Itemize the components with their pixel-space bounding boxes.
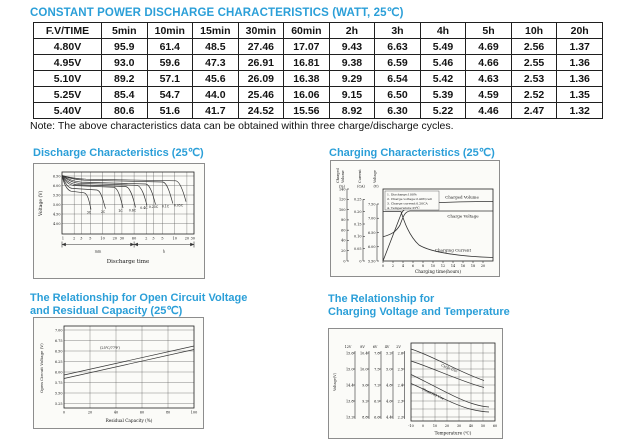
table-cell: 1.37 — [557, 39, 603, 55]
table-cell: 51.6 — [147, 103, 193, 119]
x-tick-label: 2 — [391, 264, 395, 268]
table-header-row — [34, 23, 603, 39]
tick-label: 60 — [341, 228, 346, 233]
x-tick-label: 50 — [480, 423, 486, 428]
tick-label: 5.0 — [386, 367, 392, 372]
tick-label: 80 — [341, 218, 346, 223]
y-tick-label: 6.50 — [54, 349, 63, 354]
tick-label: 8.8 — [362, 415, 368, 420]
y-tick-label: 4.50 — [52, 212, 61, 217]
table-cell: 4.80V — [34, 39, 102, 55]
temp-title-line1: The Relationship for — [328, 293, 435, 305]
page-title: CONSTANT POWER DISCHARGE CHARACTERISTICS (WATT, 25℃) — [30, 7, 404, 19]
table-cell: 6.59 — [375, 55, 421, 71]
band-label-cycle-use: Cycle Use — [440, 363, 459, 374]
x-tick-label: 5 — [161, 236, 164, 241]
constant-power-discharge-table — [33, 22, 603, 119]
curve-label: 3C — [86, 210, 92, 215]
tick-label: 6.9 — [374, 399, 380, 404]
scale-header: 6V — [372, 345, 378, 349]
tick-label: 2.3 — [397, 399, 403, 404]
table-cell: 4.95V — [34, 55, 102, 71]
table-cell: 57.1 — [147, 71, 193, 87]
x-tick-label: 4 — [401, 264, 405, 268]
table-cell: 5.10V — [34, 71, 102, 87]
axis-unit: (%) — [339, 184, 345, 189]
y-tick-label: 5.00 — [52, 202, 61, 207]
curve-label: Charge Voltage — [447, 213, 479, 219]
axis-unit: (CA) — [357, 184, 365, 189]
tick-label: 0.20 — [353, 209, 362, 214]
tick-label: 120 — [339, 197, 346, 202]
tick-label: 10.4 — [359, 351, 368, 356]
header-cell: 30min — [238, 23, 284, 39]
table-cell: 15.56 — [284, 103, 330, 119]
tick-label: 6.00 — [367, 245, 376, 249]
curve-label: 0.1C — [161, 204, 170, 209]
y-tick-label: 6.00 — [52, 183, 61, 188]
table-cell: 5.42 — [420, 71, 466, 87]
x-tick-label: 30 — [119, 236, 125, 241]
tick-label: 2.4 — [397, 383, 403, 388]
tick-label: 14.4 — [345, 383, 354, 388]
y-tick-label: 5.25 — [54, 401, 63, 406]
scale-header: 12V — [344, 345, 352, 349]
x-tick-label: 10 — [100, 236, 105, 241]
table-cell: 4.69 — [466, 39, 512, 55]
table-cell: 6.54 — [375, 71, 421, 87]
x-tick-label: 1 — [61, 236, 65, 241]
x-tick-label: 10 — [432, 423, 438, 428]
x-tick-label: 12 — [440, 264, 446, 268]
tick-label: 0 — [359, 259, 362, 264]
tick-label: 7.5 — [374, 367, 380, 372]
tick-label: 6.50 — [367, 230, 376, 235]
x-tick-label: 18 — [470, 264, 476, 268]
tick-label: 15.6 — [345, 351, 354, 356]
y-tick-label: 6.00 — [54, 370, 63, 375]
x-tick-label: 14 — [450, 264, 456, 268]
x-tick-label: 20 — [184, 236, 190, 241]
x-tick-label: 100 — [190, 410, 198, 415]
x-tick-label: 6 — [411, 264, 415, 268]
header-cell: 2h — [329, 23, 375, 39]
table-cell: 16.81 — [284, 55, 330, 71]
left-axis-names — [336, 167, 379, 188]
x-tick-label: 5 — [89, 236, 92, 241]
voltage-ticks — [368, 202, 376, 263]
table-cell: 26.09 — [238, 71, 284, 87]
x-tick-label: 8 — [421, 264, 425, 268]
discharge-xticks — [62, 237, 195, 241]
x-section-label-min: min — [94, 249, 102, 254]
x-tick-label: 60 — [492, 423, 498, 428]
table-cell: 2.47 — [511, 103, 557, 119]
table-cell: 25.46 — [238, 87, 284, 103]
header-cell: 5h — [466, 23, 512, 39]
tick-label: 2.2 — [397, 415, 403, 420]
x-axis-title: Temperature (℃) — [434, 430, 472, 436]
table-cell: 5.46 — [420, 55, 466, 71]
scale-6v-ticks — [374, 351, 379, 419]
ocv-title-line2: and Residual Capacity (25℃) — [30, 305, 183, 317]
axis-name: Voltage — [373, 170, 377, 183]
x-tick-label: 40 — [113, 410, 119, 415]
temp-xticks — [408, 424, 497, 428]
charging-curve-labels — [435, 195, 480, 253]
x-axis-title: Residual Capacity (%) — [105, 418, 153, 423]
x-tick-label: 60 — [139, 410, 145, 415]
ocv-chart-title — [30, 292, 247, 318]
band-label-float-use: Float/Std Use — [421, 387, 445, 401]
tick-label: 4.8 — [386, 383, 392, 388]
y-tick-label: 5.75 — [54, 380, 63, 385]
x-tick-label: 0 — [381, 264, 385, 268]
y-tick-label: 6.75 — [54, 338, 63, 343]
x-tick-label: 2 — [73, 236, 76, 241]
curve-label: 0.6C — [128, 208, 137, 213]
tick-label: 4.4 — [386, 415, 392, 420]
header-cell: F.V/TIME — [34, 23, 102, 39]
tick-label: 2.6 — [397, 351, 403, 356]
table-cell: 1.36 — [557, 71, 603, 87]
x-tick-label: 3 — [80, 236, 83, 241]
tick-label: 6.6 — [374, 415, 380, 420]
discharge-yticks — [53, 174, 61, 226]
table-cell: 59.6 — [147, 55, 193, 71]
x-axis-title: Charging time(hours) — [415, 269, 461, 274]
tick-label: 10.0 — [359, 367, 368, 372]
discharge-chart-title: Discharge Characteristics (25℃) — [33, 147, 204, 159]
table-cell: 5.25V — [34, 87, 102, 103]
discharge-chart — [33, 163, 205, 279]
table-cell: 1.36 — [557, 55, 603, 71]
table-cell: 85.4 — [102, 87, 148, 103]
temp-title-line2: Charging Voltage and Temperature — [328, 306, 510, 318]
table-cell: 9.15 — [329, 87, 375, 103]
header-cell: 10h — [511, 23, 557, 39]
x-tick-label: 20 — [444, 423, 450, 428]
table-row — [34, 55, 603, 71]
table-cell: 44.0 — [193, 87, 239, 103]
condition-line: 4. Temperature:25℃ — [387, 205, 420, 210]
y-axis-title: Voltage(V) — [333, 373, 337, 391]
ocv-title-line1: The Relationship for Open Circuit Voltage — [30, 292, 248, 304]
table-row — [34, 71, 603, 87]
y-tick-label: 6.25 — [54, 359, 63, 364]
x-tick-label: 0 — [421, 423, 425, 428]
tick-label: 0.05 — [353, 247, 362, 251]
x-tick-label: 20 — [87, 410, 93, 415]
y-tick-label: 6.50 — [52, 174, 61, 179]
x-section-label-h: h — [162, 249, 166, 254]
scale-12v-ticks — [346, 351, 354, 419]
header-cell: 3h — [375, 23, 421, 39]
table-cell: 4.66 — [466, 55, 512, 71]
temp-chart-title — [328, 293, 510, 319]
scale-8v-ticks — [360, 351, 368, 419]
current-ticks — [354, 198, 362, 264]
charging-chart-title: Charging Characteristics (25℃) — [329, 147, 495, 159]
temp-gridlines — [411, 343, 495, 421]
curve-label: 0.05C — [173, 203, 184, 208]
header-cell: 20h — [557, 23, 603, 39]
table-cell: 41.7 — [193, 103, 239, 119]
tick-label: 4.6 — [386, 399, 392, 404]
tick-label: 20 — [341, 249, 346, 253]
charged-volume-ticks — [339, 184, 346, 264]
ocv-annotation: (25℃/77℉) — [100, 346, 120, 350]
table-cell: 47.3 — [193, 55, 239, 71]
scale-2v-ticks — [398, 351, 403, 419]
condition-line: 1. Discharge:100% — [387, 192, 417, 197]
x-tick-label: 40 — [468, 423, 474, 428]
y-tick-label: 5.50 — [52, 193, 61, 198]
table-cell: 61.4 — [147, 39, 193, 55]
tick-label: 0.10 — [353, 234, 362, 239]
scale-headers — [345, 345, 402, 349]
table-cell: 4.63 — [466, 71, 512, 87]
y-tick-label: 7.00 — [54, 328, 63, 333]
curve-label: Charging Current — [434, 247, 472, 253]
x-tick-label: 0 — [62, 410, 66, 415]
tick-label: 2.5 — [397, 367, 403, 372]
y-axis-title: Voltage (V) — [39, 190, 44, 216]
header-cell: 15min — [193, 23, 239, 39]
curve-label: 2C — [100, 210, 106, 214]
x-tick-label: 20 — [480, 264, 486, 268]
tick-label: 7.8 — [374, 351, 380, 356]
table-cell: 1.35 — [557, 87, 603, 103]
table-cell: 2.55 — [511, 55, 557, 71]
table-cell: 17.07 — [284, 39, 330, 55]
x-axis-title: Discharge time — [106, 259, 150, 265]
x-tick-label: 10 — [430, 264, 436, 268]
x-tick-label: 20 — [112, 236, 117, 241]
header-cell: 10min — [147, 23, 193, 39]
ocv-chart — [33, 317, 204, 429]
tick-label: 13.8 — [345, 399, 354, 404]
table-cell: 5.22 — [420, 103, 466, 119]
charging-chart — [330, 160, 500, 277]
y-tick-label: 4.00 — [52, 221, 61, 226]
table-cell: 1.32 — [557, 103, 603, 119]
table-cell: 93.0 — [102, 55, 148, 71]
table-cell: 9.43 — [329, 39, 375, 55]
axis-name: Current — [358, 169, 362, 183]
table-cell: 48.5 — [193, 39, 239, 55]
table-cell: 45.6 — [193, 71, 239, 87]
tick-label: 13.2 — [345, 415, 354, 420]
ocv-xticks — [63, 411, 197, 415]
header-cell: 4h — [420, 23, 466, 39]
x-tick-label: 30 — [190, 236, 195, 241]
x-tick-label: 16 — [460, 264, 466, 268]
tick-label: 7.50 — [367, 202, 376, 207]
temp-plot-frame — [411, 343, 495, 421]
x-tick-label: 10 — [172, 236, 177, 241]
scale-header: 4V — [384, 345, 390, 349]
table-cell: 16.38 — [284, 71, 330, 87]
table-cell: 5.49 — [420, 39, 466, 55]
table-cell: 54.7 — [147, 87, 193, 103]
tick-label: 0 — [343, 259, 346, 264]
charging-xticks — [382, 264, 485, 268]
axis-name: Volume — [341, 170, 345, 183]
table-row — [34, 39, 603, 55]
temp-bands — [411, 349, 489, 412]
curve-label: 1C — [118, 209, 123, 214]
tick-label: 15.0 — [345, 367, 354, 372]
table-cell: 6.63 — [375, 39, 421, 55]
table-cell: 5.40V — [34, 103, 102, 119]
table-row — [34, 87, 603, 103]
ocv-yticks — [55, 328, 63, 406]
tick-label: 9.6 — [362, 383, 368, 388]
table-cell: 16.06 — [284, 87, 330, 103]
table-row — [34, 103, 603, 119]
table-cell: 2.53 — [511, 71, 557, 87]
y-axis-title: Open Circuit Voltage (V) — [39, 343, 44, 393]
table-cell: 6.30 — [375, 103, 421, 119]
x-tick-label: 2 — [145, 236, 148, 241]
tick-label: 0.25 — [353, 197, 362, 202]
table-cell: 5.39 — [420, 87, 466, 103]
ocv-plot-frame — [64, 326, 194, 408]
tick-label: 5.2 — [386, 351, 392, 356]
x-section-brackets — [62, 242, 194, 248]
table-cell: 8.92 — [329, 103, 375, 119]
table-cell: 4.59 — [466, 87, 512, 103]
table-cell: 95.9 — [102, 39, 148, 55]
table-cell: 24.52 — [238, 103, 284, 119]
table-cell: 80.6 — [102, 103, 148, 119]
condition-line: 2. Charge voltage:2.40V/cell — [387, 196, 432, 201]
x-tick-label: 80 — [165, 410, 171, 415]
tick-label: 9.2 — [362, 399, 368, 404]
header-cell: 60min — [284, 23, 330, 39]
tick-label: 100 — [339, 207, 346, 212]
x-tick-label: 30 — [456, 423, 462, 428]
axis-unit: (V) — [373, 184, 379, 189]
temp-chart — [328, 328, 503, 439]
table-cell: 26.91 — [238, 55, 284, 71]
curve-label: 0.25C — [148, 205, 159, 209]
tick-label: 7.00 — [367, 216, 376, 221]
table-cell: 2.52 — [511, 87, 557, 103]
table-cell: 27.46 — [238, 39, 284, 55]
curve-label: 0.4C — [140, 206, 148, 210]
x-tick-label: 60 — [131, 236, 137, 241]
y-tick-label: 5.50 — [54, 391, 63, 396]
tick-label: 7.2 — [374, 383, 380, 388]
tick-label: 140 — [339, 187, 346, 192]
table-cell: 9.38 — [329, 55, 375, 71]
curve-label: Charged Volume — [445, 194, 479, 200]
table-cell: 4.46 — [466, 103, 512, 119]
condition-line: 3. Charge current:0.20CA — [387, 201, 428, 206]
table-note: Note: The above characteristics data can be obtained within three charge/discharge cycles. — [30, 120, 454, 132]
scale-header: 2V — [396, 345, 401, 349]
table-cell: 6.50 — [375, 87, 421, 103]
x-tick-label: 3 — [152, 236, 155, 241]
x-tick-label: -10 — [408, 423, 414, 428]
ocv-gridlines — [64, 326, 194, 408]
tick-label: 40 — [341, 238, 346, 243]
header-cell: 5min — [102, 23, 148, 39]
table-cell: 2.56 — [511, 39, 557, 55]
table-cell: 89.2 — [102, 71, 148, 87]
tick-label: 0.15 — [353, 222, 362, 227]
scale-4v-ticks — [386, 351, 391, 419]
axis-name: Charged — [336, 168, 340, 183]
scale-header: 8V — [360, 345, 365, 349]
table-cell: 9.29 — [329, 71, 375, 87]
tick-label: 5.50 — [367, 259, 376, 264]
